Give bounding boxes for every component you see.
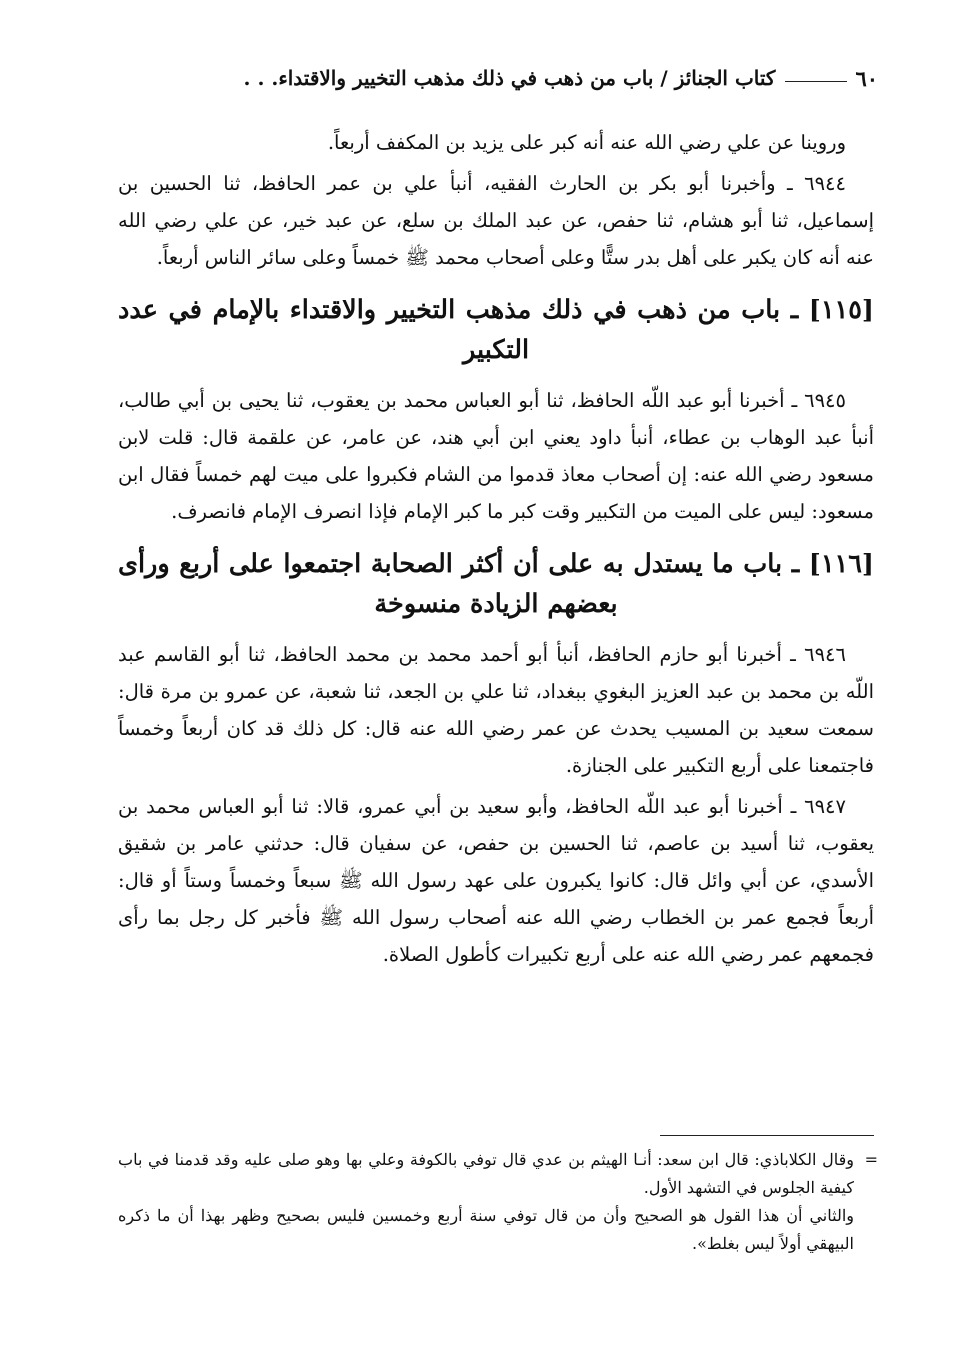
hadith-6945: ٦٩٤٥ ـ أخبرنا أبو عبد اللّه الحافظ، ثنا أبو العباس محمد بن يعقوب، ثنا يحيى بن أبي طالب، أنبأ عبد الوهاب بن عطاء، أنبأ داود يعني ابن أبي هند، عن عامر، عن علقمة قال: قلت لابن مسعود رضي الله عنه: إن أصحاب معاذ قدموا من الشام فكبروا على ميت لهم خمساً فقال ابن مسعود: ليس على الميت من التكبير وقت كبر ما كبر الإمام فإذا انصرف الإمام فانصرف.: [118, 389, 874, 523]
hadith-6944: ٦٩٤٤ ـ وأخبرنا أبو بكر بن الحارث الفقيه، أنبأ علي بن عمر الحافظ، ثنا الحسين بن إسماعيل، ثنا أبو هشام، ثنا حفص، عن عبد الملك بن سلع، عن عبد خير، عن علي رضي الله عنه أنه كان يكبر على أهل بدر ستًّا وعلى أصحاب محمد ﷺ خمساً وعلى سائر الناس أربعاً.: [118, 172, 874, 269]
paragraph-ali-narration: وروينا عن علي رضي الله عنه أنه كبر على يزيد بن المكفف أربعاً.: [327, 131, 846, 154]
hadith-6946: ٦٩٤٦ ـ أخبرنا أبو حازم الحافظ، أنبأ أبو أحمد محمد بن محمد الحافظ، ثنا أبو القاسم عبد اللّه بن محمد بن عبد العزيز البغوي ببغداد، ثنا علي بن الجعد، ثنا شعبة، عن عمرو بن مرة قال: سمعت سعيد بن المسيب يحدث عن عمر رضي الله عنه قال: كل ذلك قد كان أربعاً وخمساً فاجتمعنا على أربع التكبير على الجنازة.: [118, 643, 874, 777]
header-rule: [785, 81, 847, 82]
footnote-indent: [854, 1202, 878, 1258]
running-header: [118, 62, 878, 94]
footnote-2: [118, 1202, 878, 1258]
hadith-6947: ٦٩٤٧ ـ أخبرنا أبو عبد اللّه الحافظ، وأبو سعيد بن أبي عمرو، قالا: ثنا أبو العباس محمد بن يعقوب، ثنا أسيد بن عاصم، ثنا الحسين بن حفص، عن سفيان قال: حدثني عامر بن شقيق الأسدي، عن أبي وائل قال: كانوا يكبرون على عهد رسول الله ﷺ سبعاً وخمساً وستاً أو قال: أربعاً فجمع عمر بن الخطاب رضي الله عنه أصحاب رسول الله ﷺ فأخبر كل رجل بما رأى فجمعهم عمر رضي الله عنه على أربع تكبيرات كأطول الصلاة.: [118, 795, 874, 966]
running-title: كتاب الجنائز / باب من ذهب في ذلك مذهب التخيير والاقتداء. . .: [243, 66, 776, 90]
page-number: ٦٠: [855, 65, 878, 91]
footnote-1: [118, 1146, 878, 1202]
footnote-1-text: وقال الكلاباذي: قال ابن سعد: أنـا الهيثم بن عدي قال توفي بالكوفة وعلي بها وهو صلى عليه وقد قدمنا في باب كيفية الجلوس في التشهد الأول.: [118, 1150, 854, 1197]
footnote-2-text: والثاني أن هذا القول هو الصحيح وأن من قال توفي سنة أربع وخمسين فليس بصحيح وظهر بهذا أن ما ذكره البيهقي أولاً ليس بغلط».: [118, 1206, 854, 1253]
footnote-continuation-mark: =: [864, 1150, 878, 1169]
main-text: [118, 124, 874, 977]
footnote-rule: [660, 1135, 874, 1136]
footnotes: [118, 1146, 878, 1258]
chapter-heading-115: [١١٥] ـ باب من ذهب في ذلك مذهب التخيير والاقتداء بالإمام في عدد التكبير: [118, 295, 874, 365]
chapter-heading-116: [١١٦] ـ باب ما يستدل به على أن أكثر الصحابة اجتمعوا على أربع ورأى بعضهم الزيادة منسوخة: [118, 549, 874, 619]
